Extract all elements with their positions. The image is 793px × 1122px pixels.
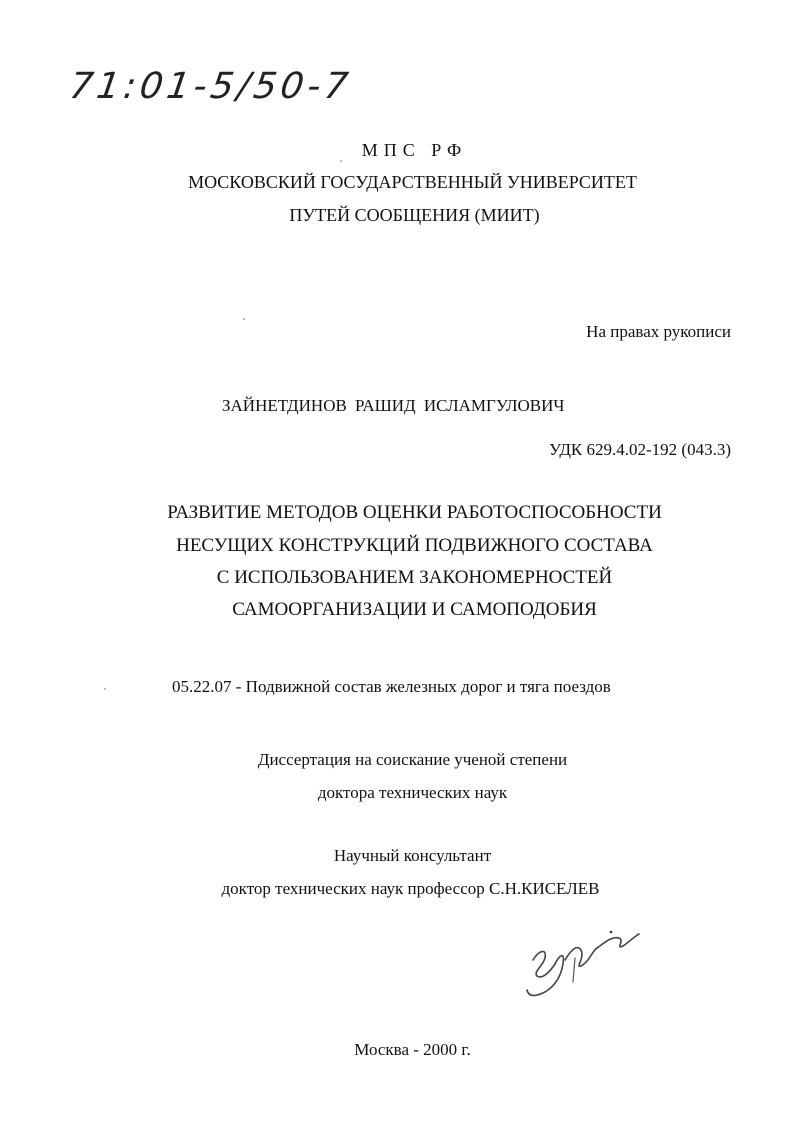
consultant-name: доктор технических наук профессор С.Н.КИСЕЛЕВ	[221, 879, 600, 898]
city-year: Москва - 2000 г.	[354, 1040, 471, 1059]
university-subname: ПУТЕЙ СООБЩЕНИЯ (МИИТ)	[289, 205, 540, 225]
university-name: МОСКОВСКИЙ ГОСУДАРСТВЕННЫЙ УНИВЕРСИТЕТ	[188, 172, 637, 192]
title-line-4: САМООРГАНИЗАЦИИ И САМОПОДОБИЯ	[232, 599, 597, 620]
specialty-code: 05.22.07 - Подвижной состав железных дорог и тяга поездов	[172, 677, 611, 696]
handwritten-catalog-number: 71:01-5/50-7	[67, 66, 355, 107]
scan-speck	[340, 160, 342, 162]
title-line-1: РАЗВИТИЕ МЕТОДОВ ОЦЕНКИ РАБОТОСПОСОБНОСТИ	[167, 502, 662, 523]
scan-speck	[104, 688, 106, 690]
title-line-2: НЕСУЩИХ КОНСТРУКЦИЙ ПОДВИЖНОГО СОСТАВА	[176, 535, 653, 556]
udk-code: УДК 629.4.02-192 (043.3)	[549, 440, 731, 459]
signature-image	[515, 920, 645, 1005]
ministry-line: МПС РФ	[361, 140, 468, 160]
scan-speck	[243, 318, 245, 320]
dissertation-line-2: доктора технических наук	[317, 783, 508, 802]
consultant-label: Научный консультант	[333, 846, 492, 865]
dissertation-line-1: Диссертация на соискание ученой степени	[257, 750, 568, 769]
rights-note: На правах рукописи	[586, 322, 731, 341]
title-line-3: С ИСПОЛЬЗОВАНИЕМ ЗАКОНОМЕРНОСТЕЙ	[216, 567, 613, 588]
author-name: ЗАЙНЕТДИНОВ РАШИД ИСЛАМГУЛОВИЧ	[222, 396, 565, 415]
